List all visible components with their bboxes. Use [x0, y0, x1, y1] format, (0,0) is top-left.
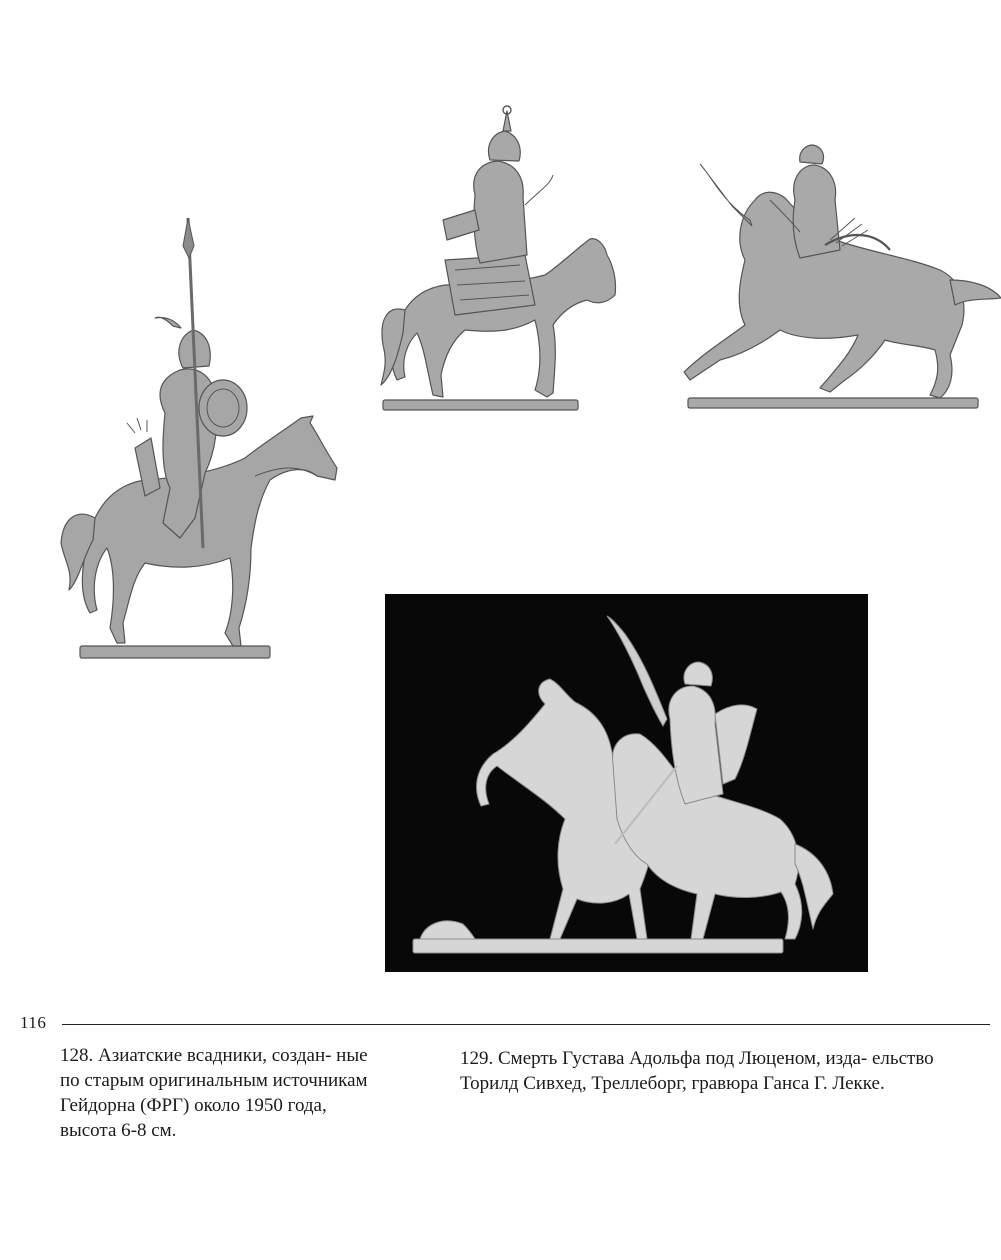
lancer-horseman-figurine — [55, 218, 350, 663]
page-number: 116 — [20, 1013, 47, 1032]
archer-horseman-figurine — [375, 105, 630, 415]
footer-rule — [62, 1024, 990, 1025]
caption-129: 129. Смерть Густава Адольфа под Люценом, изда- ельство Торилд Сивхед, Треллеборг, гравюра Ганса Г. Лекке. — [460, 1048, 934, 1094]
sabre-horseman-figurine — [650, 140, 1001, 415]
caption-128: 128. Азиатские всадники, создан- ные по старым оригинальным источникам Гейдорна (ФРГ) около 1950 года, высота 6-8 см. — [60, 1045, 368, 1141]
gustav-adolf-figurine-photo — [385, 594, 868, 972]
